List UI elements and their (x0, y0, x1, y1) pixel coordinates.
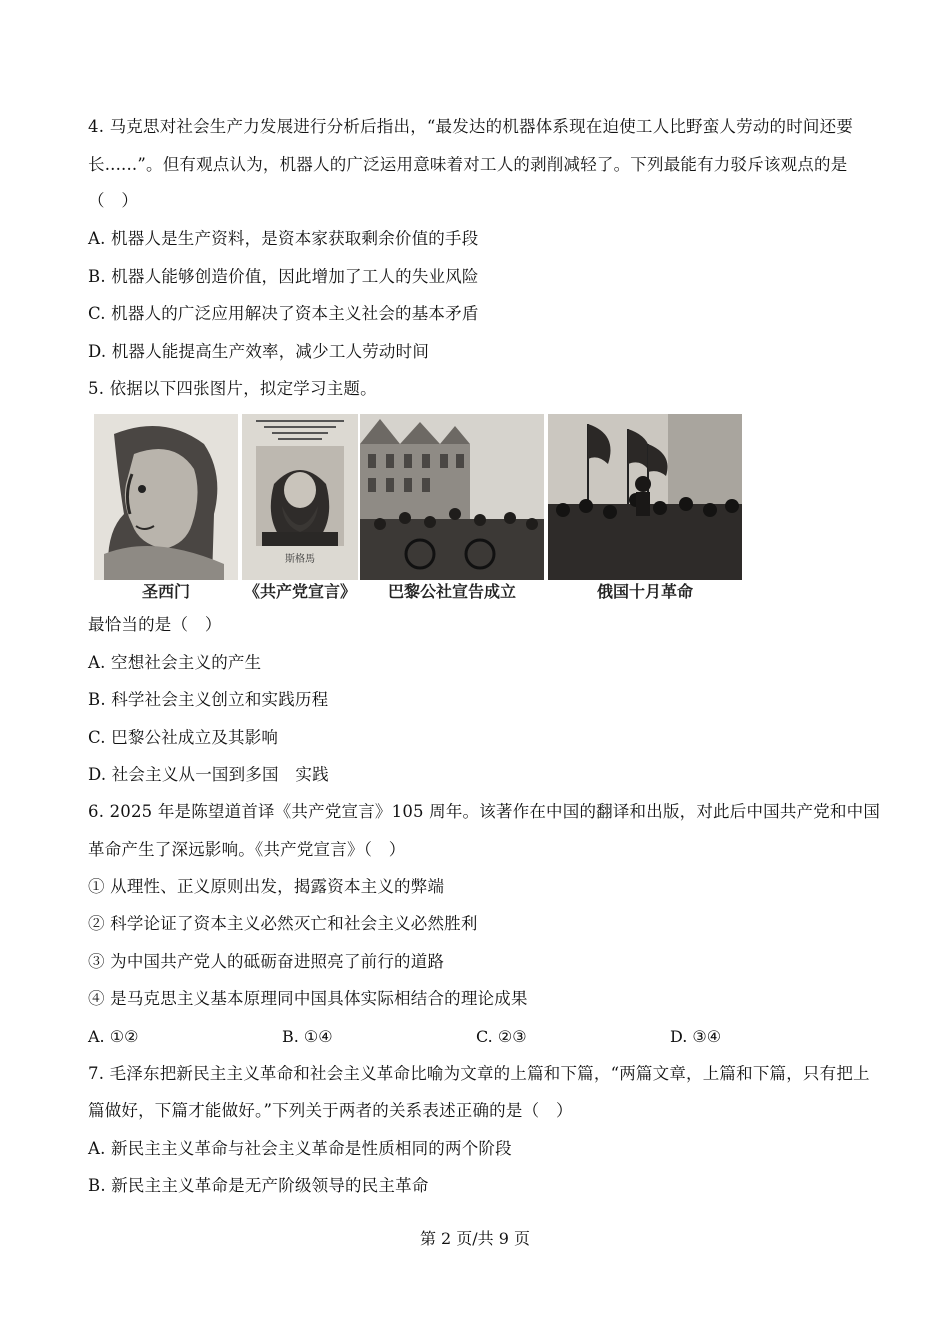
caption-paris-commune: 巴黎公社宣告成立 (387, 582, 516, 601)
q7-option-b: B. 新民主主义革命是无产阶级领导的民主革命 (88, 1176, 429, 1195)
q6-choice-a: A. ①② (88, 1027, 139, 1046)
q6-stem-line-2: 革命产生了深远影响。《共产党宣言》（ ） (88, 840, 406, 859)
q7-stem-line-2: 篇做好，下篇才能做好。”下列关于两者的关系表述正确的是（ ） (88, 1101, 573, 1120)
q6-statement-3: ③ 为中国共产党人的砥砺奋进照亮了前行的道路 (88, 952, 445, 971)
q5-option-b: B. 科学社会主义创立和实践历程 (88, 690, 329, 709)
q7-option-a: A. 新民主主义革命与社会主义革命是性质相同的两个阶段 (88, 1139, 512, 1158)
q4-option-b: B. 机器人能够创造价值，因此增加了工人的失业风险 (88, 267, 479, 286)
q5-option-c: C. 巴黎公社成立及其影响 (88, 728, 279, 747)
q5-figure (92, 410, 744, 602)
q6-choice-b: B. ①④ (282, 1027, 333, 1046)
paris-commune-image (360, 414, 544, 580)
q5-option-d: D. 社会主义从一国到多国 实践 (88, 765, 329, 784)
q6-statement-4: ④ 是马克思主义基本原理同中国具体实际相结合的理论成果 (88, 989, 528, 1008)
q6-stem-line-1: 6. 2025 年是陈望道首译《共产党宣言》105 周年。该著作在中国的翻译和出版，对此后中国共产党和中国 (88, 802, 881, 821)
q4-option-a: A. 机器人是生产资料，是资本家获取剩余价值的手段 (88, 229, 479, 248)
q4-stem-line-2: 长......”。但有观点认为，机器人的广泛运用意味着对工人的剥削减轻了。下列最能有力驳斥该观点的是 (88, 155, 848, 174)
q5-option-a: A. 空想社会主义的产生 (88, 653, 262, 672)
q4-option-c: C. 机器人的广泛应用解决了资本主义社会的基本矛盾 (88, 304, 479, 323)
q5-stem: 5. 依据以下四张图片，拟定学习主题。 (88, 379, 377, 398)
q4-answer-blank: （ ） (88, 191, 139, 210)
q6-statement-1: ① 从理性、正义原则出发，揭露资本主义的弊端 (88, 877, 445, 896)
communist-manifesto-image (242, 414, 358, 580)
saint-simon-portrait (94, 414, 238, 580)
q7-stem-line-1: 7. 毛泽东把新民主主义革命和社会主义革命比喻为文章的上篇和下篇，“两篇文章，上篇和下篇，只有把上 (88, 1064, 870, 1083)
caption-october-revolution: 俄国十月革命 (596, 582, 693, 601)
q5-prompt: 最恰当的是（ ） (88, 615, 222, 634)
caption-saint-simon: 圣西门 (141, 582, 190, 601)
q6-choice-c: C. ②③ (476, 1027, 527, 1046)
page-number-footer: 第 2 页/共 9 页 (419, 1229, 531, 1248)
caption-communist-manifesto: 《共产党宣言》 (243, 582, 356, 601)
q6-statement-2: ② 科学论证了资本主义必然灭亡和社会主义必然胜利 (88, 914, 478, 933)
q4-option-d: D. 机器人能提高生产效率，减少工人劳动时间 (88, 342, 430, 361)
q4-stem-line-1: 4. 马克思对社会生产力发展进行分析后指出，“最发达的机器体系现在迫使工人比野蛮人劳动的时间还要 (88, 117, 854, 136)
q6-choice-d: D. ③④ (670, 1027, 722, 1046)
october-revolution-image (548, 414, 742, 580)
book-label: 斯格馬 (285, 554, 315, 565)
